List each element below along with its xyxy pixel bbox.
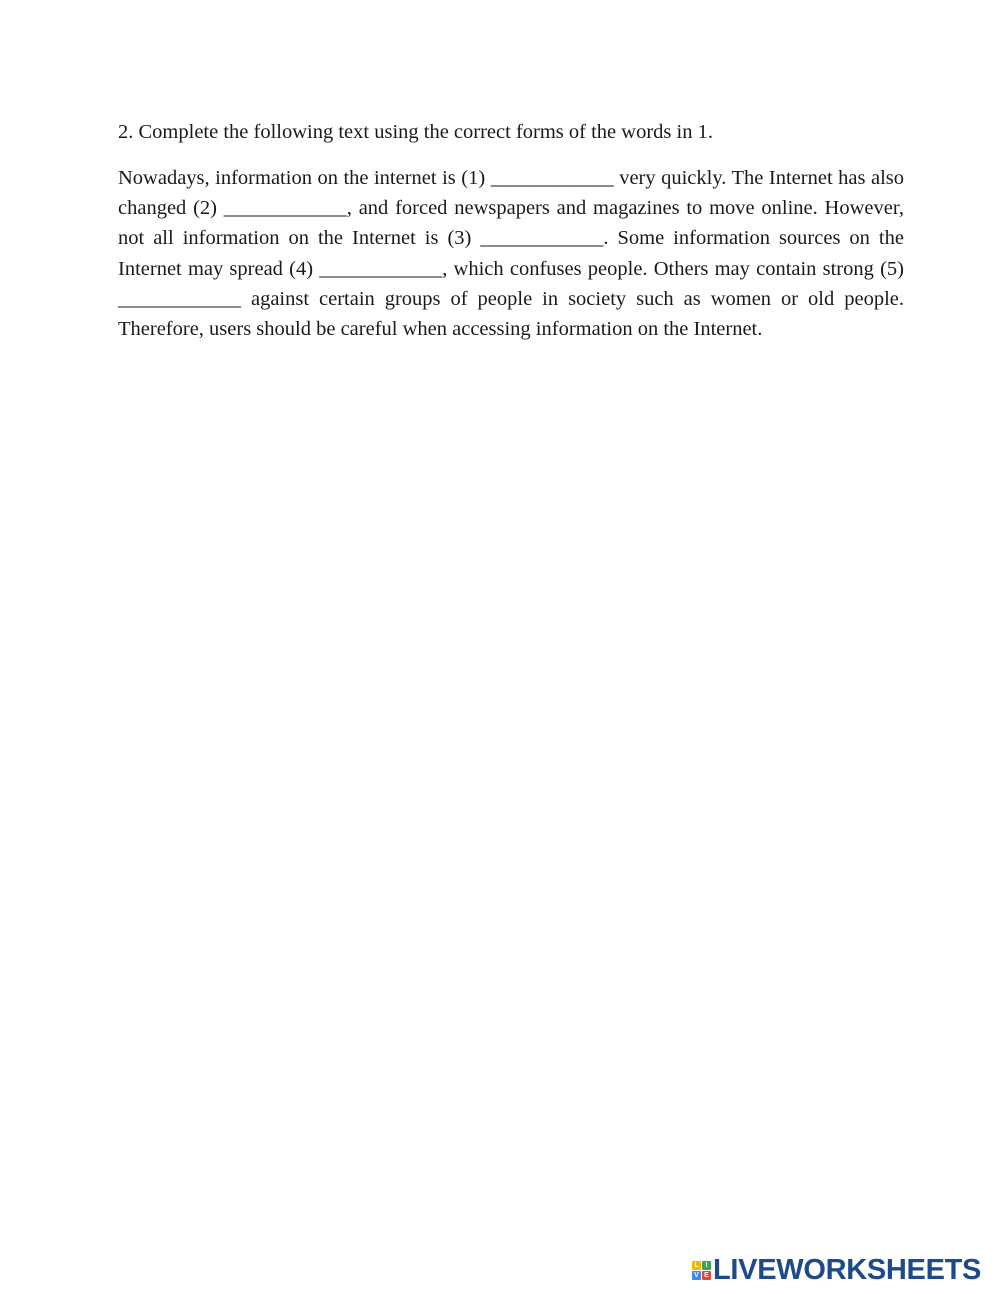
blank-5[interactable]: ____________ [118,287,241,310]
worksheet-page [118,117,904,344]
passage-segment-3: , and forced newspapers and magazines to move online. However, not all information on the Internet is (3) [118,197,904,250]
liveworksheets-logo [692,1254,981,1286]
logo-mark-letter: L [692,1261,701,1270]
passage-segment-4: . Some information sources on the Internet may spread (4) [118,227,904,280]
exercise-instruction: 2. Complete the following text using the correct forms of the words in 1. [118,121,713,143]
passage-segment-6: against certain groups of people in society such as women or old people. Therefore, users should be careful when accessing information on the Internet. [118,287,904,341]
blank-4[interactable]: ____________ [319,257,443,280]
passage-segment-5: , which confuses people. Others may contain strong (5) [442,257,904,280]
logo-mark-letter: I [702,1261,711,1270]
blank-1[interactable]: ____________ [490,167,614,189]
passage-segment-1: Nowadays, information on the internet is (1) [118,167,491,189]
logo-mark-icon [692,1261,711,1280]
blank-2[interactable]: ____________ [223,197,347,220]
blank-3[interactable]: ____________ [480,227,604,250]
logo-mark-letter: V [692,1271,701,1280]
passage-segment-2: very quickly. The Internet has also changed (2) [118,167,904,220]
logo-mark-letter: E [702,1271,711,1280]
logo-text: LIVEWORKSHEETS [713,1254,982,1286]
passage-paragraph [118,163,904,344]
